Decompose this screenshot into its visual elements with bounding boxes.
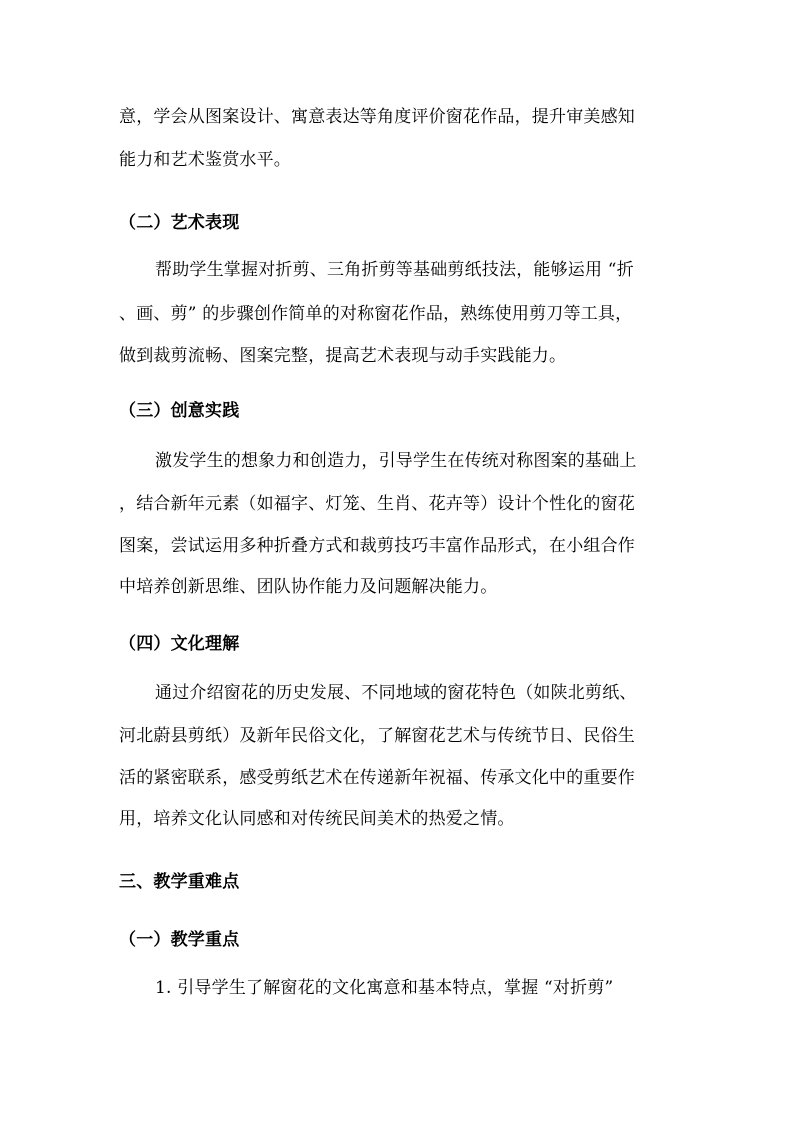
paragraph-line: 河北蔚县剪纸）及新年民俗文化，了解窗花艺术与传统节日、民俗生: [119, 726, 635, 746]
section-heading-creative-practice: （三）创意实践: [119, 401, 240, 421]
paragraph-line: 意，学会从图案设计、寓意表达等角度评价窗花作品，提升审美感知: [119, 107, 635, 127]
paragraph-line: 图案，尝试运用多种折叠方式和裁剪技巧丰富作品形式，在小组合作: [119, 536, 635, 556]
paragraph-line: 帮助学生掌握对折剪、三角折剪等基础剪纸技法，能够运用 “折: [155, 260, 634, 280]
section-heading-key-difficulties: 三、教学重难点: [119, 872, 240, 892]
subsection-heading-teaching-focus: （一）教学重点: [119, 930, 240, 950]
paragraph-line: 做到裁剪流畅、图案完整，提高艺术表现与动手实践能力。: [119, 346, 567, 366]
paragraph-line: ，结合新年元素（如福字、灯笼、生肖、花卉等）设计个性化的窗花: [119, 494, 635, 514]
list-item-line: 1. 引导学生了解窗花的文化寓意和基本特点，掌握 “对折剪”: [155, 978, 614, 998]
paragraph-line: 用，培养文化认同感和对传统民间美术的热爱之情。: [119, 809, 515, 829]
paragraph-line: 能力和艺术鉴赏水平。: [119, 150, 291, 170]
paragraph-line: 通过介绍窗花的历史发展、不同地域的窗花特色（如陕北剪纸、: [155, 683, 637, 703]
paragraph-line: 激发学生的想象力和创造力，引导学生在传统对称图案的基础上: [155, 451, 637, 471]
paragraph-line: 、画、剪” 的步骤创作简单的对称窗花作品，熟练使用剪刀等工具，: [119, 304, 633, 324]
paragraph-line: 中培养创新思维、团队协作能力及问题解决能力。: [119, 577, 498, 597]
paragraph-line: 活的紧密联系，感受剪纸艺术在传递新年祝福、传承文化中的重要作: [119, 768, 635, 788]
section-heading-art-expression: （二）艺术表现: [119, 213, 240, 233]
section-heading-cultural-understanding: （四）文化理解: [119, 634, 240, 654]
